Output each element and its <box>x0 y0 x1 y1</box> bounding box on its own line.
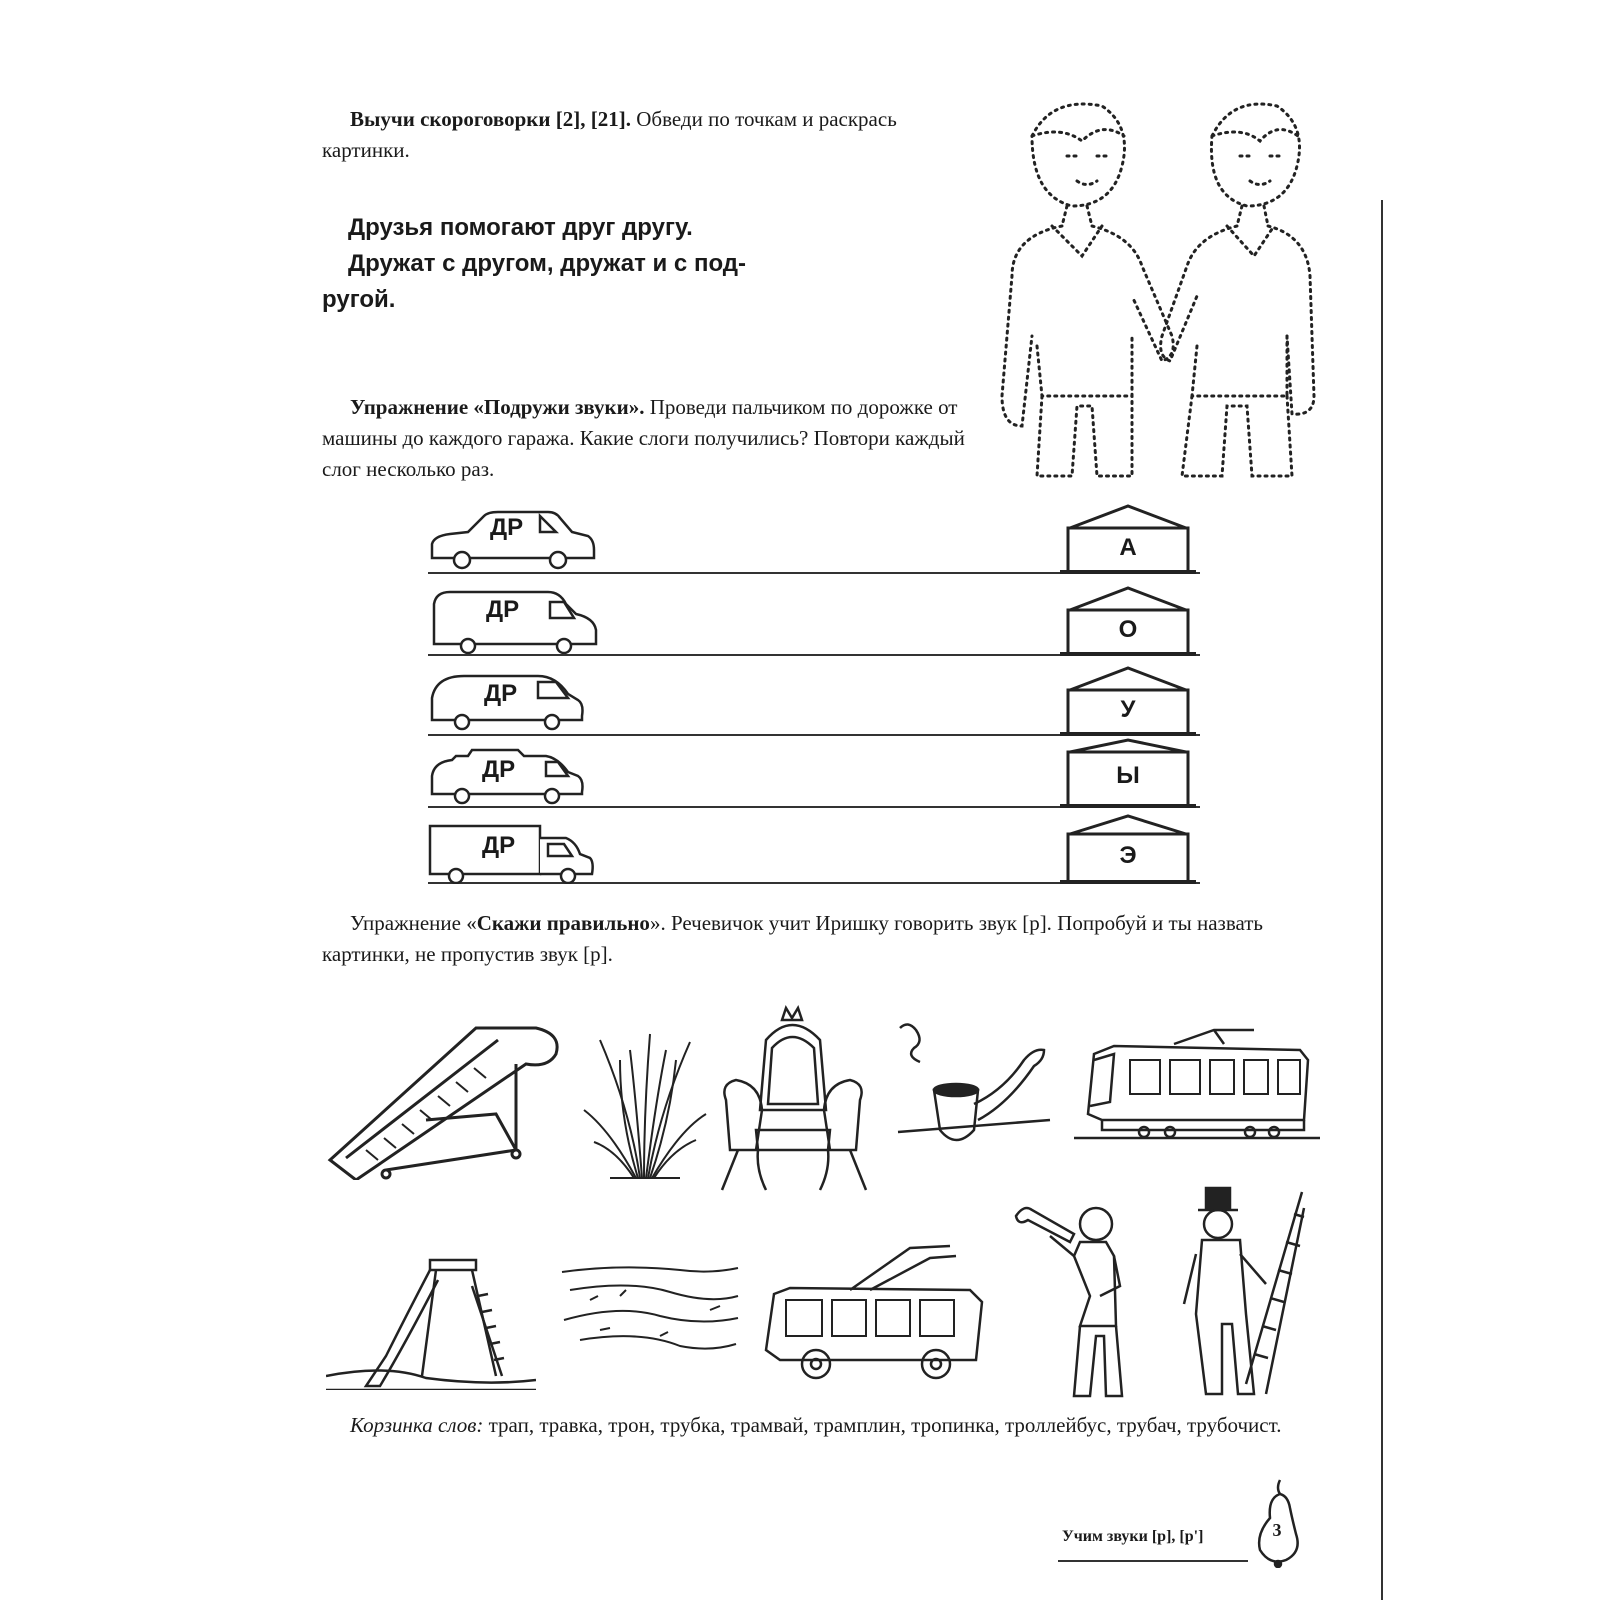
exercise2-prefix: Упражнение « <box>350 911 477 935</box>
trumpeter-picture <box>1010 1196 1130 1406</box>
car-sedan[interactable] <box>428 508 598 570</box>
garage-letter-2: О <box>1118 616 1138 643</box>
exercise1-paragraph <box>322 392 982 485</box>
car-truck[interactable] <box>428 822 598 884</box>
exercise2-title: Скажи правильно <box>476 911 650 935</box>
word-basket-label: Корзинка слов: <box>350 1413 484 1437</box>
car-minibus[interactable] <box>428 746 598 808</box>
chimney-sweep-picture <box>1176 1184 1306 1414</box>
footer-section-title: Учим звуки [р], [р'] <box>1062 1528 1204 1545</box>
car-label-4: ДР <box>482 756 516 783</box>
exercise1-text: Проведи пальчиком по дорожке от машины до каждого гаража. Какие слоги получились? Повтори каждый слог несколько раз. <box>322 395 965 481</box>
grass-picture <box>580 1030 710 1180</box>
car-label-3: ДР <box>484 680 518 707</box>
intro-lead: Выучи скороговорки [2], [21]. <box>350 107 631 131</box>
twister-line-2: Дружат с другом, дружат и с под- <box>348 250 747 277</box>
intro-paragraph <box>322 104 982 166</box>
car-label-2: ДР <box>486 596 520 623</box>
airstair-picture <box>326 1020 562 1180</box>
garage-letter-4: Ы <box>1116 762 1140 789</box>
path-picture <box>560 1260 740 1356</box>
throne-picture <box>716 1000 876 1200</box>
word-basket <box>322 1410 1312 1441</box>
page-edge-line <box>1381 200 1383 1600</box>
ski-jump-picture <box>326 1256 536 1390</box>
exercise2-text: ». Речевичок учит Иришку говорить звук [р]. Попробуй и ты назвать картинки, не пропустив звук [р]. <box>322 911 1264 966</box>
exercise1-title: Упражнение «Подружи звуки». <box>350 395 645 419</box>
garage-1[interactable] <box>1060 504 1196 574</box>
car-label-1: ДР <box>490 514 524 541</box>
footer-underline <box>1058 1560 1248 1562</box>
car-van[interactable] <box>428 588 598 650</box>
word-basket-words: трап, травка, трон, трубка, трамвай, трамплин, тропинка, троллейбус, трубач, трубочист. <box>483 1413 1282 1437</box>
garage-4[interactable] <box>1060 738 1196 808</box>
twister-line-3: ругой. <box>322 286 396 313</box>
dotted-friends-illustration <box>992 96 1322 496</box>
garage-letter-5: Э <box>1119 842 1137 869</box>
tongue-twisters <box>322 210 822 318</box>
twister-line-1: Друзья помогают друг другу. <box>348 214 693 241</box>
intro-rest: Обведи по точкам и раскрась картинки. <box>322 107 897 162</box>
garage-5[interactable] <box>1060 814 1196 884</box>
pipe-picture <box>894 1020 1054 1160</box>
garage-letter-1: А <box>1119 534 1137 561</box>
page-number: 3 <box>1272 1520 1282 1540</box>
car-minivan[interactable] <box>428 672 598 734</box>
tram-picture <box>1074 1020 1320 1150</box>
trolleybus-picture <box>760 1240 990 1390</box>
garage-3[interactable] <box>1060 666 1196 736</box>
garage-letter-3: У <box>1120 696 1136 723</box>
car-label-5: ДР <box>482 832 516 859</box>
garage-2[interactable] <box>1060 586 1196 656</box>
exercise2-paragraph <box>322 908 1322 970</box>
